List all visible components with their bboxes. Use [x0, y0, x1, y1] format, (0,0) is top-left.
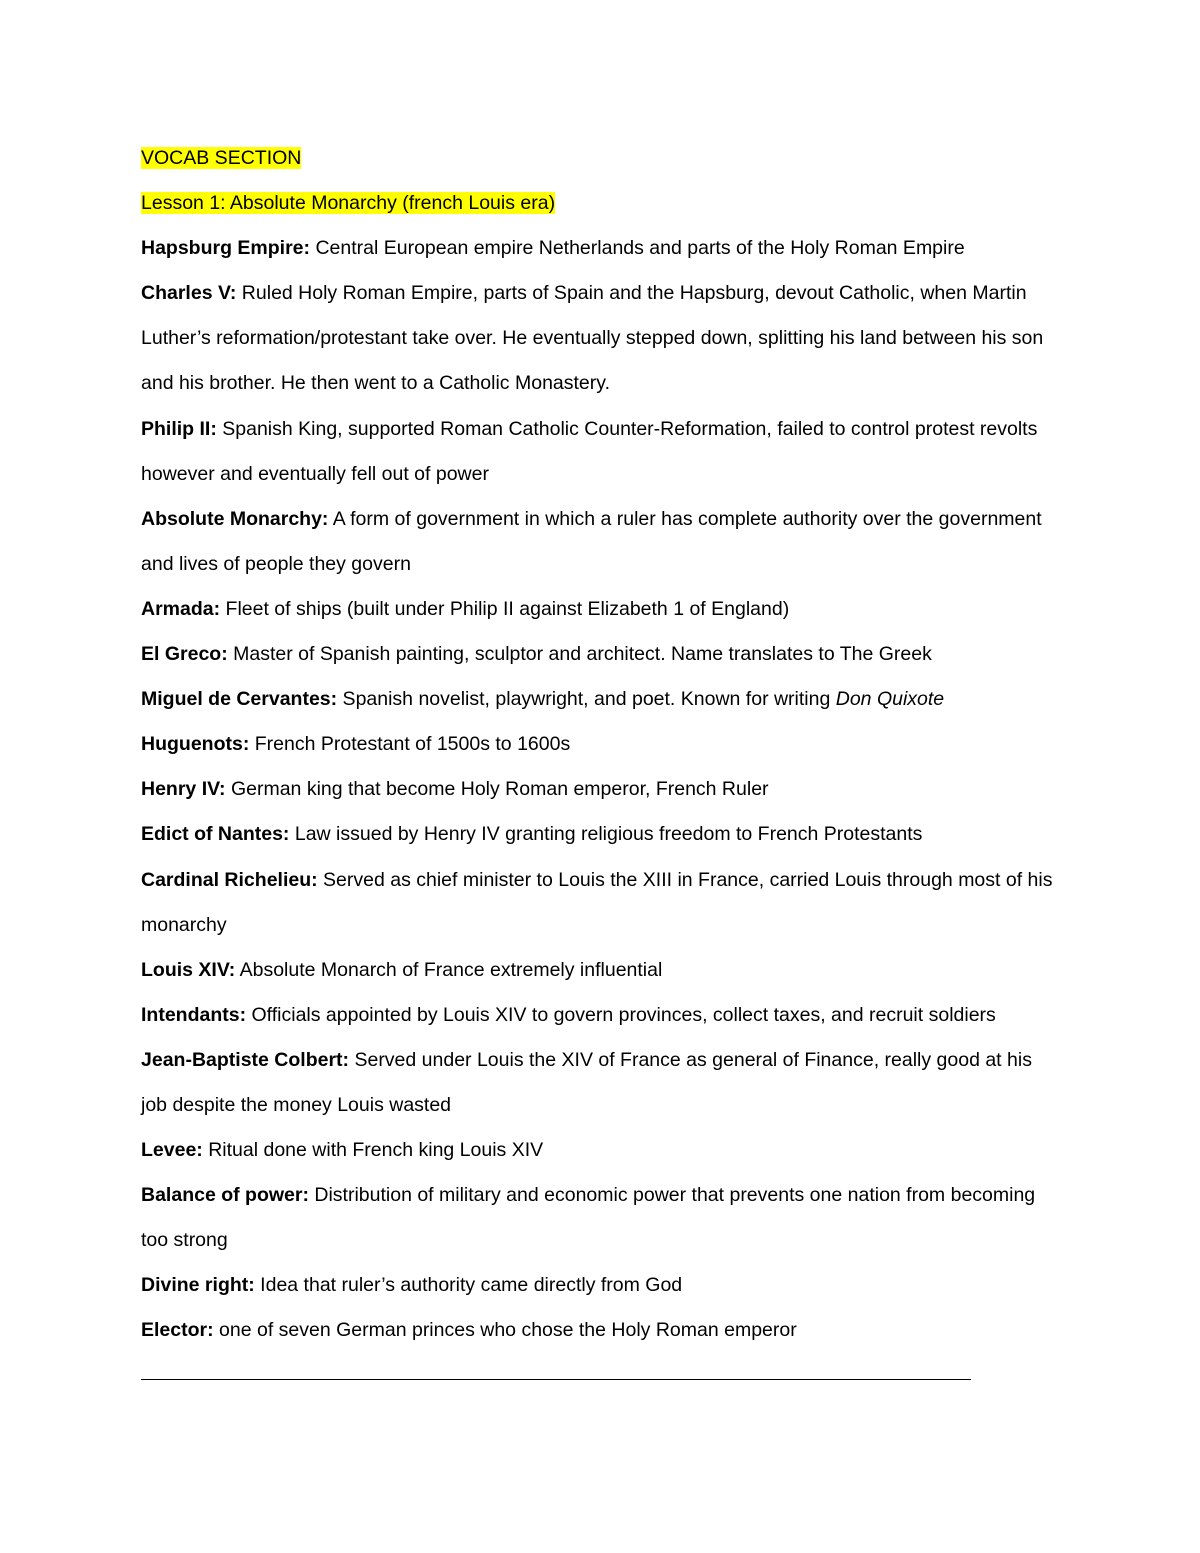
vocab-definition: too strong [141, 1229, 228, 1252]
vocab-entry-line [141, 1038, 1071, 1083]
vocab-definition: Served as chief minister to Louis the XIII in France, carried Louis through most of his [317, 868, 1053, 891]
vocab-definition: Officials appointed by Louis XIV to govern provinces, collect taxes, and recruit soldiers [246, 1003, 996, 1026]
vocab-entry-line [141, 993, 1071, 1038]
vocab-definition: Absolute Monarch of France extremely influential [235, 958, 663, 981]
vocab-term: Henry IV: [141, 778, 226, 801]
vocab-definition: Distribution of military and economic power that prevents one nation from becoming [308, 1184, 1036, 1207]
vocab-definition: Idea that ruler’s authority came directly from God [254, 1274, 683, 1297]
vocab-term: Jean-Baptiste Colbert: [141, 1048, 350, 1071]
vocab-entry-line [141, 812, 1071, 857]
vocab-definition: Central European empire Netherlands and parts of the Holy Roman Empire [310, 237, 965, 260]
lesson-heading: Lesson 1: Absolute Monarchy (french Louis era) [141, 192, 556, 215]
vocab-entry-line [141, 316, 1071, 361]
vocab-definition: A form of government in which a ruler has complete authority over the government [328, 507, 1042, 530]
vocab-entry-line [141, 271, 1071, 316]
vocab-definition: Served under Louis the XIV of France as general of Finance, really good at his [349, 1048, 1032, 1071]
vocab-definition: Master of Spanish painting, sculptor and architect. Name translates to The Greek [227, 643, 932, 666]
vocab-entry-line [141, 722, 1071, 767]
vocab-definition: monarchy [141, 913, 227, 936]
vocab-term: Absolute Monarchy: [141, 507, 329, 530]
vocab-definition: French Protestant of 1500s to 1600s [249, 733, 571, 756]
vocab-term: Levee: [141, 1139, 203, 1162]
vocab-term: Charles V: [141, 282, 237, 305]
vocab-entry-line [141, 1263, 1071, 1308]
vocab-term: Intendants: [141, 1003, 247, 1026]
vocab-term: Huguenots: [141, 733, 250, 756]
vocab-term: Elector: [141, 1319, 214, 1342]
vocab-entry-line [141, 542, 1071, 587]
vocab-definition: and his brother. He then went to a Catholic Monastery. [141, 372, 610, 395]
vocab-entry-line [141, 587, 1071, 632]
vocab-term: Armada: [141, 597, 221, 620]
vocab-term: Hapsburg Empire: [141, 237, 311, 260]
document-body [141, 136, 1071, 1354]
vocab-term: Edict of Nantes: [141, 823, 290, 846]
vocab-entry-line [141, 226, 1071, 271]
vocab-entry-line [141, 407, 1071, 452]
vocab-entry-line [141, 1173, 1071, 1218]
vocab-term: Cardinal Richelieu: [141, 868, 318, 891]
vocab-term: Divine right: [141, 1274, 255, 1297]
vocab-list [141, 226, 1071, 1353]
section-heading: VOCAB SECTION [141, 147, 302, 169]
vocab-term: El Greco: [141, 643, 228, 666]
vocab-entry-line [141, 767, 1071, 812]
vocab-definition: job despite the money Louis wasted [141, 1093, 452, 1116]
vocab-definition: Spanish novelist, playwright, and poet. Known for writing [337, 688, 836, 711]
vocab-entry-line [141, 858, 1071, 903]
vocab-term: Balance of power: [141, 1184, 309, 1207]
book-title: Don Quixote [835, 688, 945, 711]
vocab-definition: Luther’s reformation/protestant take over. He eventually stepped down, splitting his land between his son [141, 327, 1044, 350]
vocab-entry-line [141, 1308, 1071, 1353]
vocab-definition: Spanish King, supported Roman Catholic Counter-Reformation, failed to control protest revolts [216, 417, 1038, 440]
lesson-heading-line [141, 181, 1071, 226]
vocab-entry-line [141, 1083, 1071, 1128]
vocab-definition: one of seven German princes who chose the Holy Roman emperor [213, 1319, 797, 1342]
vocab-entry-line [141, 948, 1071, 993]
vocab-definition: Ruled Holy Roman Empire, parts of Spain and the Hapsburg, devout Catholic, when Martin [236, 282, 1027, 305]
vocab-entry-line [141, 677, 1071, 722]
vocab-entry-line [141, 361, 1071, 406]
vocab-entry-line [141, 497, 1071, 542]
vocab-definition: Law issued by Henry IV granting religious freedom to French Protestants [289, 823, 923, 846]
horizontal-rule [141, 1379, 971, 1380]
vocab-term: Philip II: [141, 417, 217, 440]
vocab-definition: German king that become Holy Roman emperor, French Ruler [225, 778, 769, 801]
vocab-definition: and lives of people they govern [141, 552, 411, 575]
vocab-entry-line [141, 632, 1071, 677]
vocab-entry-line [141, 1128, 1071, 1173]
vocab-entry-line [141, 452, 1071, 497]
vocab-term: Miguel de Cervantes: [141, 688, 338, 711]
vocab-entry-line [141, 903, 1071, 948]
vocab-entry-line [141, 1218, 1071, 1263]
vocab-definition: Fleet of ships (built under Philip II against Elizabeth 1 of England) [220, 597, 790, 620]
section-heading-line [141, 136, 1071, 181]
vocab-definition: however and eventually fell out of power [141, 462, 489, 485]
vocab-definition: Ritual done with French king Louis XIV [202, 1139, 544, 1162]
vocab-term: Louis XIV: [141, 958, 236, 981]
